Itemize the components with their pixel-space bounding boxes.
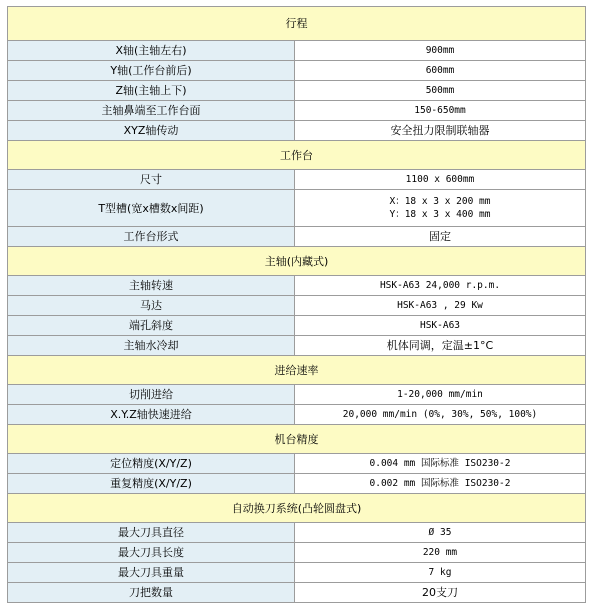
section-header-feedrate <box>8 356 586 385</box>
spec-label: XYZ轴传动 <box>8 121 295 141</box>
table-row <box>8 454 586 474</box>
spec-value: 0.002 mm 国际标准 ISO230-2 <box>295 474 586 494</box>
spec-label: 刀把数量 <box>8 583 295 603</box>
spec-label: X轴(主轴左右) <box>8 41 295 61</box>
spec-value: 20,000 mm/min (0%, 30%, 50%, 100%) <box>295 405 586 425</box>
spec-label: 马达 <box>8 296 295 316</box>
table-row <box>8 41 586 61</box>
table-row <box>8 227 586 247</box>
spec-value: 0.004 mm 国际标准 ISO230-2 <box>295 454 586 474</box>
spec-value: 900mm <box>295 41 586 61</box>
spec-value: HSK-A63 <box>295 316 586 336</box>
spec-value: 机体同调，定温±1°C <box>295 336 586 356</box>
spec-value-line: Y：18 x 3 x 400 mm <box>389 209 491 220</box>
section-title: 进给速率 <box>8 356 586 385</box>
table-row <box>8 81 586 101</box>
spec-label: 最大刀具直径 <box>8 523 295 543</box>
table-row <box>8 583 586 603</box>
table-row <box>8 121 586 141</box>
spec-value <box>295 190 586 227</box>
spec-label: 最大刀具长度 <box>8 543 295 563</box>
spec-label: T型槽(宽x槽数x间距) <box>8 190 295 227</box>
spec-table <box>7 6 586 603</box>
spec-value: 固定 <box>295 227 586 247</box>
section-header-worktable <box>8 141 586 170</box>
spec-value: 安全扭力限制联轴器 <box>295 121 586 141</box>
table-row <box>8 474 586 494</box>
table-row <box>8 170 586 190</box>
section-title: 主轴(内藏式) <box>8 247 586 276</box>
spec-label: Z轴(主轴上下) <box>8 81 295 101</box>
spec-label: Y轴(工作台前后) <box>8 61 295 81</box>
spec-value: HSK-A63 24,000 r.p.m. <box>295 276 586 296</box>
section-header-travel <box>8 7 586 41</box>
spec-label: 切削进给 <box>8 385 295 405</box>
spec-label: 尺寸 <box>8 170 295 190</box>
table-row <box>8 385 586 405</box>
spec-value: 600mm <box>295 61 586 81</box>
spec-label: 主轴水冷却 <box>8 336 295 356</box>
spec-value: 7 kg <box>295 563 586 583</box>
table-row <box>8 336 586 356</box>
spec-value: HSK-A63 , 29 Kw <box>295 296 586 316</box>
section-title: 行程 <box>8 7 586 41</box>
spec-value: 1100 x 600mm <box>295 170 586 190</box>
spec-value-line: X：18 x 3 x 200 mm <box>389 196 491 207</box>
table-row <box>8 296 586 316</box>
spec-label: 端孔斜度 <box>8 316 295 336</box>
spec-label: 最大刀具重量 <box>8 563 295 583</box>
table-row <box>8 101 586 121</box>
table-row <box>8 190 586 227</box>
spec-label: 主轴转速 <box>8 276 295 296</box>
section-header-accuracy <box>8 425 586 454</box>
table-row <box>8 543 586 563</box>
spec-label: 主轴鼻端至工作台面 <box>8 101 295 121</box>
section-title: 自动换刀系统(凸轮圆盘式) <box>8 494 586 523</box>
table-row <box>8 563 586 583</box>
spec-value: 500mm <box>295 81 586 101</box>
spec-value: 220 mm <box>295 543 586 563</box>
spec-label: X.Y.Z轴快速进给 <box>8 405 295 425</box>
spec-label: 工作台形式 <box>8 227 295 247</box>
spec-value: 20支刀 <box>295 583 586 603</box>
table-row <box>8 276 586 296</box>
spec-label: 重复精度(X/Y/Z) <box>8 474 295 494</box>
table-row <box>8 316 586 336</box>
spec-label: 定位精度(X/Y/Z) <box>8 454 295 474</box>
table-row <box>8 61 586 81</box>
section-title: 工作台 <box>8 141 586 170</box>
table-row <box>8 405 586 425</box>
spec-value: 150-650mm <box>295 101 586 121</box>
spec-value: 1-20,000 mm/min <box>295 385 586 405</box>
section-title: 机台精度 <box>8 425 586 454</box>
section-header-spindle <box>8 247 586 276</box>
section-header-atc <box>8 494 586 523</box>
table-row <box>8 523 586 543</box>
spec-value: Ø 35 <box>295 523 586 543</box>
